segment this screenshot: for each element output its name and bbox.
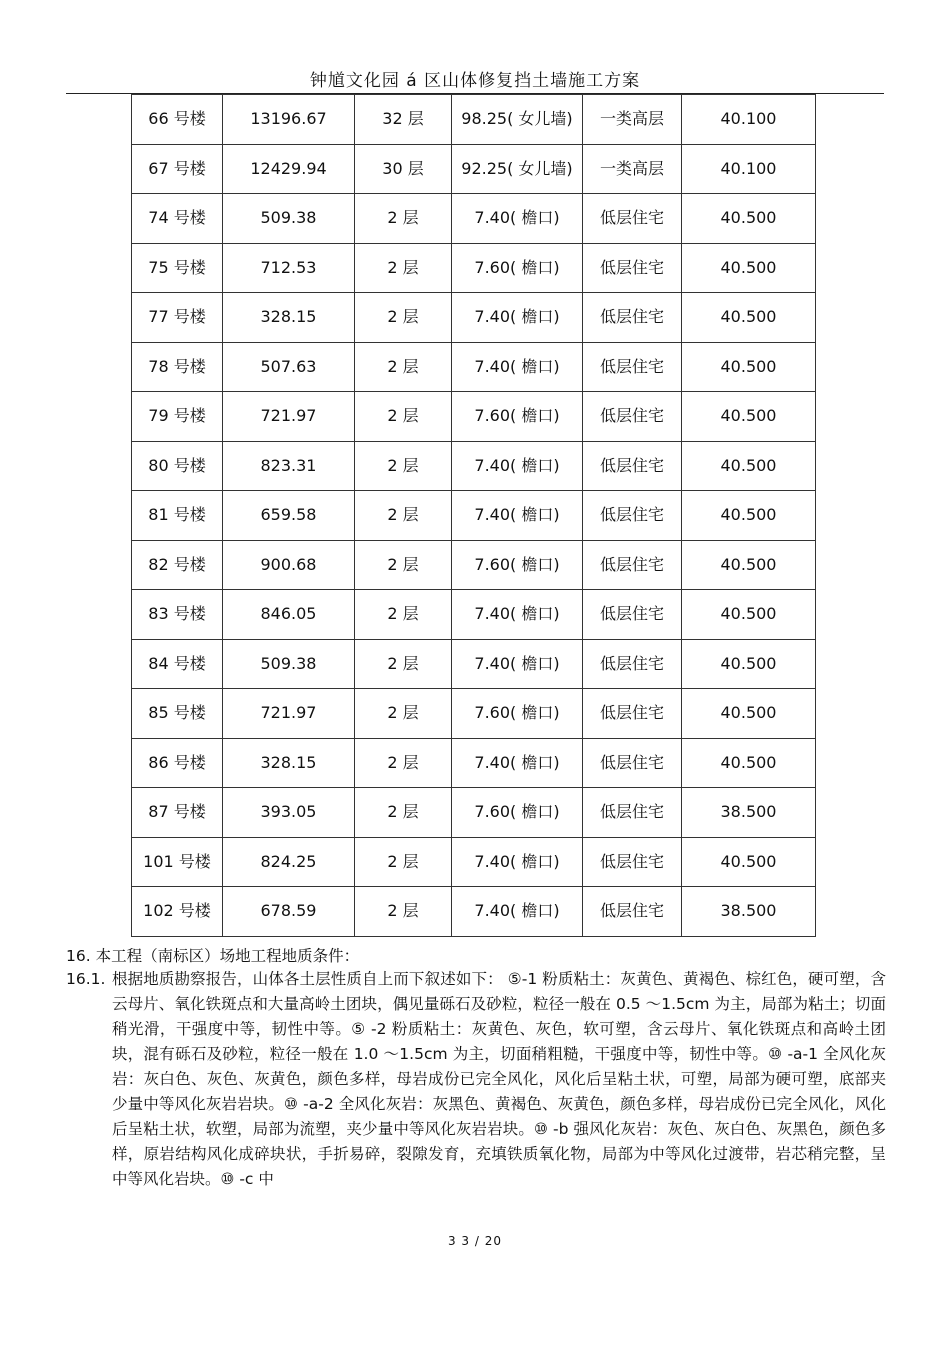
cell-height: 7.40( 檐口) [452, 194, 583, 244]
building-table [131, 94, 816, 937]
cell-height: 7.40( 檐口) [452, 887, 583, 937]
section-heading: 16. 本工程（南标区）场地工程地质条件： [66, 947, 360, 965]
table-row [132, 738, 816, 788]
table-row [132, 590, 816, 640]
cell-height: 7.40( 檐口) [452, 441, 583, 491]
cell-height: 7.60( 檐口) [452, 788, 583, 838]
cell-height: 92.25( 女儿墙) [452, 144, 583, 194]
cell-category: 一类高层 [583, 144, 682, 194]
table-row [132, 392, 816, 442]
table-row [132, 689, 816, 739]
cell-floors: 2 层 [355, 689, 452, 739]
cell-elevation: 40.100 [682, 144, 816, 194]
cell-elevation: 40.500 [682, 194, 816, 244]
paragraph-text: 根据地质勘察报告，山体各土层性质自上而下叙述如下： ⑤-1 粉质粘土：灰黄色、黄褐色、棕红色，硬可塑，含云母片、氧化铁斑点和大量高岭土团块，偶见量砾石及砂粒，粒径一般在 0.5 ～1.5cm 为主，局部为粘土；切面稍光滑，干强度中等，韧性中等。⑤ -2 粉质粘土：灰黄色、灰色，软可塑，含云母片、氧化铁斑点和高岭土团块，混有砾石及砂粒，粒径一般在 1.0 ～1.5cm 为主，切面稍粗糙，干强度中等，韧性中等。⑩ -a-1 全风化灰岩：灰白色、灰色、灰黄色，颜色多样，母岩成份已完全风化，风化后呈粘土状，可塑，局部为硬可塑，底部夹少量中等风化灰岩岩块。⑩ -a-2 全风化灰岩：灰黑色、黄褐色、灰黄色，颜色多样，母岩成份已完全风化，风化后呈粘土状，软塑，局部为流塑，夹少量中等风化灰岩岩块。⑩ -b 强风化灰岩：灰色、灰白色、灰黑色，颜色多样，原岩结构风化成碎块状，手折易碎，裂隙发育，充填铁质氧化物，局部为中等风化过渡带，岩芯稍完整，呈中等风化岩块。⑩ -c 中 [112, 970, 886, 1188]
cell-building-name: 77 号楼 [132, 293, 223, 343]
cell-category: 低层住宅 [583, 491, 682, 541]
cell-floors: 2 层 [355, 887, 452, 937]
cell-elevation: 40.100 [682, 95, 816, 145]
cell-area: 328.15 [223, 293, 355, 343]
cell-area: 509.38 [223, 194, 355, 244]
cell-category: 低层住宅 [583, 243, 682, 293]
cell-category: 低层住宅 [583, 441, 682, 491]
cell-area: 13196.67 [223, 95, 355, 145]
cell-elevation: 40.500 [682, 837, 816, 887]
cell-building-name: 87 号楼 [132, 788, 223, 838]
cell-building-name: 81 号楼 [132, 491, 223, 541]
cell-height: 7.40( 檐口) [452, 738, 583, 788]
cell-elevation: 40.500 [682, 243, 816, 293]
cell-area: 328.15 [223, 738, 355, 788]
cell-area: 721.97 [223, 689, 355, 739]
cell-building-name: 101 号楼 [132, 837, 223, 887]
cell-category: 低层住宅 [583, 837, 682, 887]
cell-height: 7.60( 檐口) [452, 392, 583, 442]
cell-area: 846.05 [223, 590, 355, 640]
cell-elevation: 38.500 [682, 887, 816, 937]
cell-building-name: 67 号楼 [132, 144, 223, 194]
table-row [132, 293, 816, 343]
cell-floors: 2 层 [355, 639, 452, 689]
cell-height: 7.40( 檐口) [452, 590, 583, 640]
cell-elevation: 38.500 [682, 788, 816, 838]
page-number: 3 3 / 20 [447, 1234, 503, 1248]
table-row [132, 441, 816, 491]
cell-category: 低层住宅 [583, 887, 682, 937]
geology-paragraph [66, 967, 886, 1192]
cell-floors: 2 层 [355, 441, 452, 491]
cell-category: 低层住宅 [583, 590, 682, 640]
cell-floors: 32 层 [355, 95, 452, 145]
table-row [132, 243, 816, 293]
cell-elevation: 40.500 [682, 342, 816, 392]
cell-height: 7.40( 檐口) [452, 837, 583, 887]
cell-building-name: 78 号楼 [132, 342, 223, 392]
cell-height: 98.25( 女儿墙) [452, 95, 583, 145]
cell-elevation: 40.500 [682, 590, 816, 640]
table-row [132, 491, 816, 541]
cell-building-name: 85 号楼 [132, 689, 223, 739]
cell-elevation: 40.500 [682, 293, 816, 343]
cell-area: 393.05 [223, 788, 355, 838]
cell-category: 低层住宅 [583, 194, 682, 244]
cell-building-name: 79 号楼 [132, 392, 223, 442]
cell-area: 721.97 [223, 392, 355, 442]
cell-category: 低层住宅 [583, 392, 682, 442]
cell-height: 7.60( 檐口) [452, 689, 583, 739]
paragraph-number: 16.1. [66, 970, 106, 988]
cell-elevation: 40.500 [682, 392, 816, 442]
cell-elevation: 40.500 [682, 441, 816, 491]
cell-category: 低层住宅 [583, 342, 682, 392]
cell-floors: 2 层 [355, 243, 452, 293]
cell-building-name: 82 号楼 [132, 540, 223, 590]
cell-category: 低层住宅 [583, 540, 682, 590]
cell-floors: 2 层 [355, 293, 452, 343]
table-row [132, 639, 816, 689]
cell-category: 一类高层 [583, 95, 682, 145]
cell-area: 900.68 [223, 540, 355, 590]
cell-area: 678.59 [223, 887, 355, 937]
cell-category: 低层住宅 [583, 689, 682, 739]
cell-floors: 2 层 [355, 540, 452, 590]
cell-elevation: 40.500 [682, 738, 816, 788]
table-row [132, 837, 816, 887]
cell-height: 7.40( 檐口) [452, 342, 583, 392]
cell-floors: 30 层 [355, 144, 452, 194]
cell-area: 712.53 [223, 243, 355, 293]
cell-area: 824.25 [223, 837, 355, 887]
cell-category: 低层住宅 [583, 788, 682, 838]
cell-floors: 2 层 [355, 392, 452, 442]
cell-building-name: 75 号楼 [132, 243, 223, 293]
cell-height: 7.60( 檐口) [452, 540, 583, 590]
cell-height: 7.60( 檐口) [452, 243, 583, 293]
cell-floors: 2 层 [355, 194, 452, 244]
cell-area: 507.63 [223, 342, 355, 392]
cell-height: 7.40( 檐口) [452, 293, 583, 343]
table-row [132, 342, 816, 392]
table-body [132, 95, 816, 937]
table-row [132, 887, 816, 937]
cell-area: 659.58 [223, 491, 355, 541]
page-header: 钟馗文化园 á 区山体修复挡土墙施工方案 [309, 71, 641, 91]
cell-height: 7.40( 檐口) [452, 639, 583, 689]
cell-building-name: 102 号楼 [132, 887, 223, 937]
cell-building-name: 66 号楼 [132, 95, 223, 145]
cell-building-name: 74 号楼 [132, 194, 223, 244]
table-row [132, 144, 816, 194]
cell-category: 低层住宅 [583, 293, 682, 343]
cell-floors: 2 层 [355, 837, 452, 887]
cell-area: 823.31 [223, 441, 355, 491]
cell-category: 低层住宅 [583, 639, 682, 689]
cell-floors: 2 层 [355, 788, 452, 838]
cell-floors: 2 层 [355, 491, 452, 541]
cell-building-name: 83 号楼 [132, 590, 223, 640]
cell-height: 7.40( 檐口) [452, 491, 583, 541]
cell-floors: 2 层 [355, 590, 452, 640]
table-row [132, 194, 816, 244]
table-row [132, 788, 816, 838]
cell-building-name: 84 号楼 [132, 639, 223, 689]
cell-building-name: 80 号楼 [132, 441, 223, 491]
cell-area: 12429.94 [223, 144, 355, 194]
cell-category: 低层住宅 [583, 738, 682, 788]
table-row [132, 95, 816, 145]
cell-elevation: 40.500 [682, 689, 816, 739]
cell-area: 509.38 [223, 639, 355, 689]
cell-floors: 2 层 [355, 342, 452, 392]
cell-floors: 2 层 [355, 738, 452, 788]
cell-elevation: 40.500 [682, 639, 816, 689]
cell-elevation: 40.500 [682, 491, 816, 541]
cell-elevation: 40.500 [682, 540, 816, 590]
table-row [132, 540, 816, 590]
cell-building-name: 86 号楼 [132, 738, 223, 788]
